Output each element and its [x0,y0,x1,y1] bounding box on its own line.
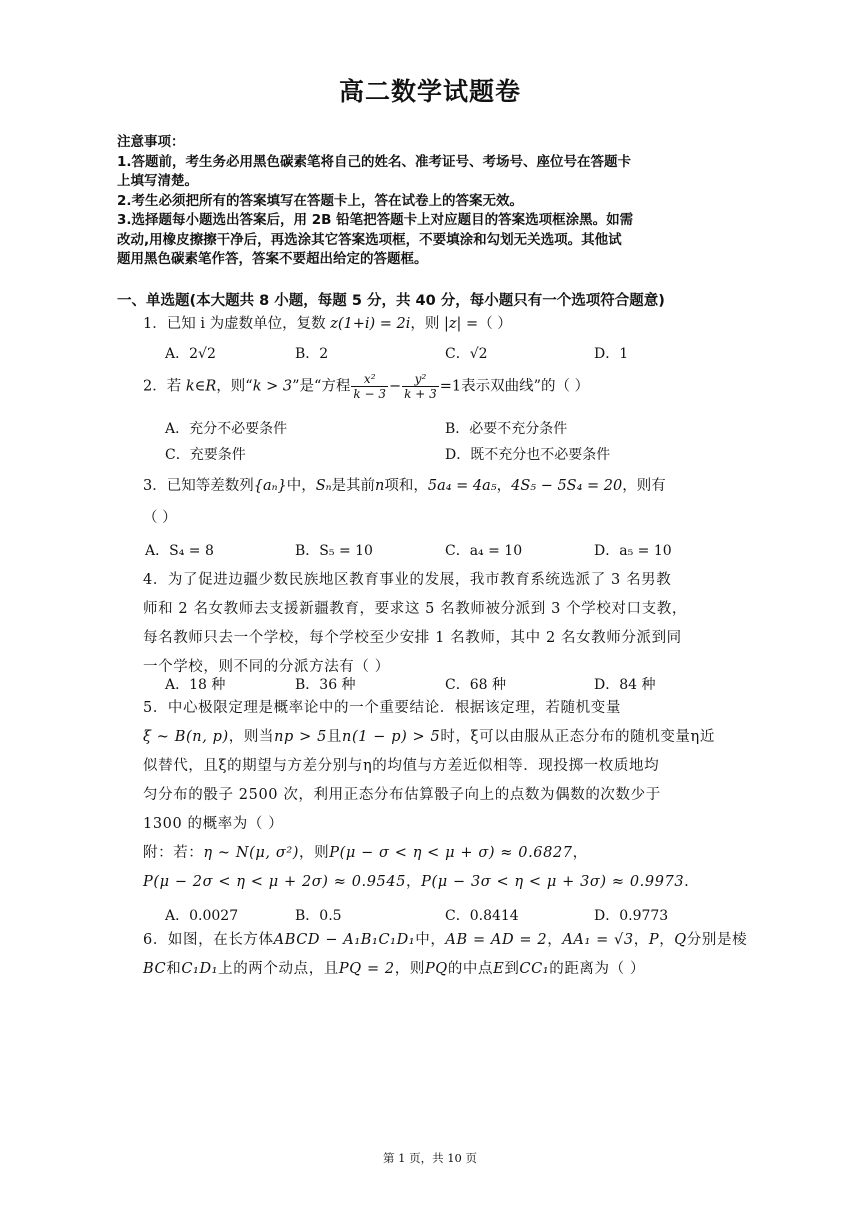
question-3 [143,474,666,495]
q2-text: =1表示双曲线”的（ ） [439,378,590,395]
q3-sequence: {aₙ} [253,478,287,494]
notice-line: 改动,用橡皮擦擦干净后，再选涂其它答案选项框，不要填涂和勾划无关选项。其他试 [117,231,622,248]
question-2 [143,372,589,401]
q1-option-b: B．2 [295,346,329,362]
q3-option-c: C．a₄ = 10 [445,543,523,559]
q5-option-a: A．0.0027 [165,908,239,924]
q4-option-b: B．36 种 [295,677,356,693]
q3-text: ，则有 [622,478,666,494]
q2-text: ，则“ [216,378,253,395]
notice-block [117,133,745,270]
q1-condition: z(1+i) = 2i [330,316,411,332]
q1-option-a: A．2√2 [165,346,216,362]
q4-option-c: C．68 种 [445,677,506,693]
question-1 [143,312,512,333]
q1-ask: |z| = [444,316,479,332]
q2-option-c: C．充要条件 [165,447,246,463]
q3-option-a: A．S₄ = 8 [145,543,214,559]
q3-option-d: D．a₅ = 10 [594,543,672,559]
q1-option-a-value: 2√2 [189,346,216,362]
q3-equation: 4S₅ − 5S₄ = 20 [511,478,623,494]
q5-appendix-line: P(μ − 2σ < η < μ + 2σ) ≈ 0.9545，P(μ − 3σ < η < μ + 3σ) ≈ 0.9973. [143,874,690,890]
q3-text: 中， [286,478,316,494]
q2-text: 2．若 [143,378,186,395]
q1-option-d: D．1 [594,346,629,362]
q3-text: 项和， [384,478,428,494]
q3-n: n [375,478,385,494]
q5-appendix-line: 附：若：η ~ N(μ, σ²)，则P(μ − σ < η < μ + σ) ≈ 0.6827， [143,845,588,861]
question-5 [143,694,723,897]
page-footer: 第 1 页，共 10 页 [382,1151,478,1165]
q2-condition: k > 3 [252,378,293,395]
q2-fraction-x: $\frac{\text{x²}}{k - 3}$ [353,372,387,401]
notice-line: 1.答题前，考生务必用黑色碳素笔将自己的姓名、准考证号、考场号、座位号在答题卡 [117,153,632,170]
question-4 [143,566,723,682]
q2-minus: − [389,378,402,395]
notice-line: 题用黑色碳素笔作答，答案不要超出给定的答题框。 [117,251,428,267]
q3-option-b: B．S₅ = 10 [295,543,373,559]
q2-option-d: D．既不充分也不必要条件 [445,447,611,463]
q1-text: ，则 [410,316,445,332]
q5-line: ξ ~ B(n, p)，则当np > 5且n(1 − p) > 5时，ξ可以由服从正态分布的随机变量η近 [143,729,715,745]
q1-option-c: C．√2 [445,346,488,362]
q2-fraction-y: $\frac{\text{y²}}{k + 3}$ [404,372,437,401]
q6-line: 6．如图，在长方体ABCD − A₁B₁C₁D₁中，AB = AD = 2，AA₁ = √3，P，Q分别是棱 [143,932,748,948]
q1-option-c-value: √2 [469,346,488,362]
q2-condition: k∈R [185,378,217,395]
q4-line: 4．为了促进边疆少数民族地区教育事业的发展，我市教育系统选派了 3 名男教 [143,572,672,588]
section-heading-single-choice: 一、单选题(本大题共 8 小题，每题 5 分，共 40 分，每小题只有一个选项符合题意) [117,293,665,309]
q4-line: 一个学校，则不同的分派方法有（ ） [143,659,390,675]
q3-text: 是其前 [331,478,376,494]
notice-line: 上填写清楚。 [117,173,198,189]
question-6 [143,926,748,984]
notice-line: 3.选择题每小题选出答案后，用 2B 铅笔把答题卡上对应题目的答案选项框涂黑。如需 [117,212,634,228]
q3-equation: 5a₄ = 4a₅ [427,478,497,494]
q3-text: ， [496,478,512,494]
q5-line: 匀分布的骰子 2500 次，利用正态分布估算骰子向上的点数为偶数的次数少于 [143,787,661,803]
q1-text: 1．已知 i 为虚数单位，复数 [143,316,331,332]
q2-option-a: A．充分不必要条件 [165,421,288,437]
q1-blank: （ ） [478,316,512,332]
q2-option-b: B．必要不充分条件 [445,421,568,437]
q5-line: 似替代，且ξ的期望与方差分别与η的均值与方差近似相等．现投掷一枚质地均 [143,758,660,774]
q4-option-d: D．84 种 [594,677,656,693]
q5-line: 5．中心极限定理是概率论中的一个重要结论．根据该定理，若随机变量 [143,700,621,716]
q3-sn: Sₙ [315,478,332,494]
q3-text: 3．已知等差数列 [143,478,254,494]
q5-line: 1300 的概率为（ ） [143,816,284,832]
q5-option-b: B．0.5 [295,908,342,924]
q2-text: ”是“方程 [292,378,351,395]
q3-blank: （ ） [143,510,177,526]
q6-line: BC和C₁D₁上的两个动点，且PQ = 2，则PQ的中点E到CC₁的距离为（ ） [143,961,646,977]
q4-line: 每名教师只去一个学校，每个学校至少安排 1 名教师，其中 2 名女教师分派到同 [143,630,682,646]
q5-option-d: D．0.9773 [594,908,669,924]
q4-line: 师和 2 名女教师去支援新疆教育，要求这 5 名教师被分派到 3 个学校对口支教， [143,601,687,617]
page-title: 高二数学试题卷 [338,77,521,106]
notice-line: 2.考生必须把所有的答案填写在答题卡上，答在试卷上的答案无效。 [117,192,524,209]
q5-option-c: C．0.8414 [445,908,519,924]
q4-option-a: A．18 种 [165,677,226,693]
notice-heading: 注意事项： [117,134,185,150]
